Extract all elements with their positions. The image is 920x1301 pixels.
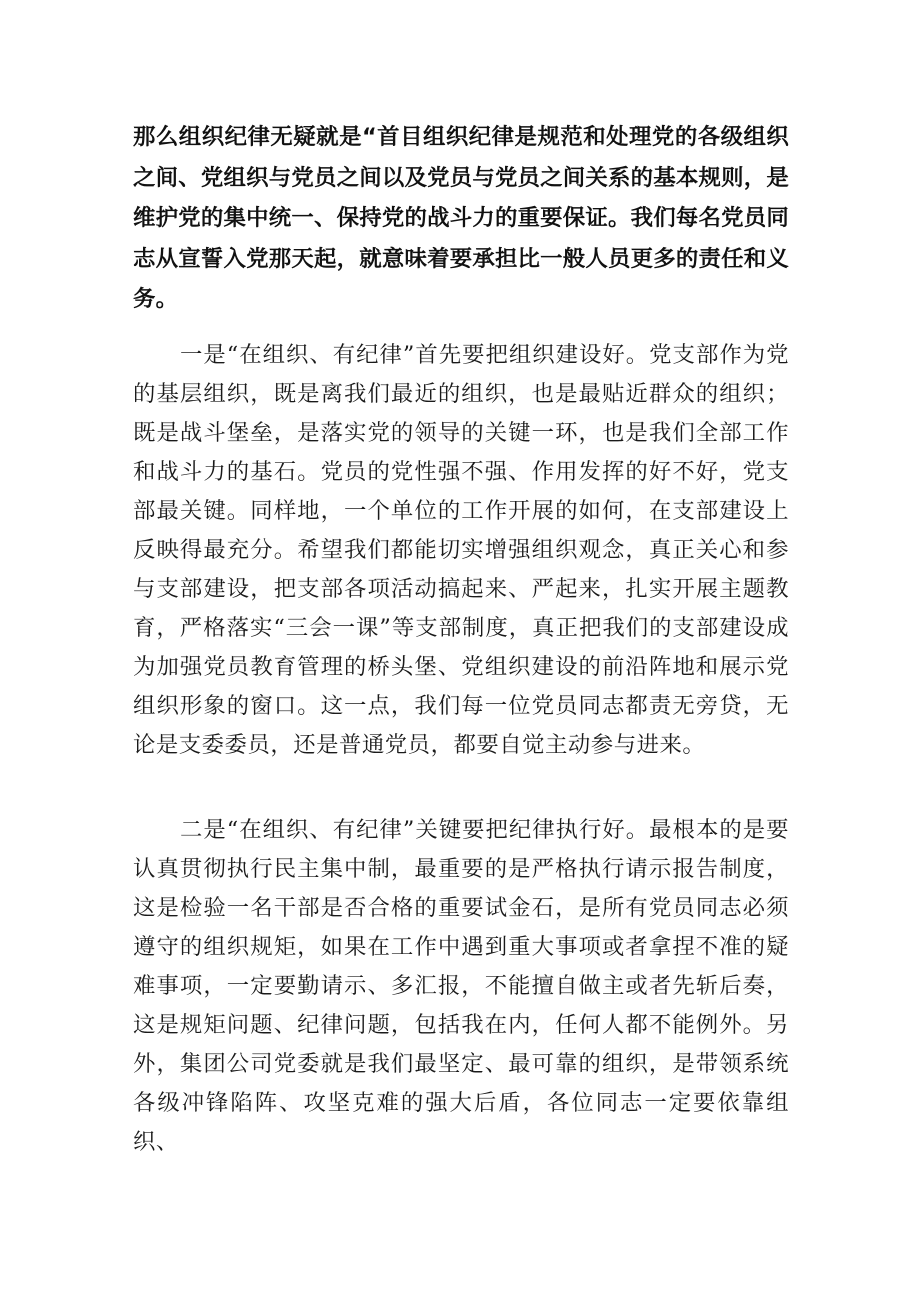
paragraph-point-one: 一是“在组织、有纪律”首先要把组织建设好。党支部作为党的基层组织，既是离我们最近的组织，也是最贴近群众的组织；既是战斗堡垒，是落实党的领导的关键一环，也是我们全部工作和战斗力的基石。党员的党性强不强、作用发挥的好不好，党支部最关键。同样地，一个单位的工作开展的如何，在支部建设上反映得最充分。希望我们都能切实增强组织观念，真正关心和参与支部建设，把支部各项活动搞起来、严起来，扎实开展主题教育，严格落实“三会一课”等支部制度，真正把我们的支部建设成为加强党员教育管理的桥头堡、党组织建设的前沿阵地和展示党组织形象的窗口。这一点，我们每一位党员同志都责无旁贷，无论是支委委员，还是普通党员，都要自觉主动参与进来。	[133, 342, 789, 758]
paragraph-organization-discipline: 那么组织纪律无疑就是“首目组织纪律是规范和处理党的各级组织之间、党组织与党员之间以及党员与党员之间关系的基本规则，是维护党的集中统一、保持党的战斗力的重要保证。我们每名党员同志从宣誓入党那天起，就意味着要承担比一般人员更多的责任和义务。	[133, 124, 789, 312]
paragraph-point-two: 二是“在组织、有纪律”关键要把纪律执行好。最根本的是要认真贯彻执行民主集中制，最重要的是严格执行请示报告制度，这是检验一名干部是否合格的重要试金石，是所有党员同志必须遵守的组织规矩，如果在工作中遇到重大事项或者拿捏不准的疑难事项，一定要勤请示、多汇报，不能擅自做主或者先斩后奏，这是规矩问题、纪律问题，包括我在内，任何人都不能例外。另外，集团公司党委就是我们最坚定、最可靠的组织，是带领系统各级冲锋陷阵、攻坚克难的强大后盾，各位同志一定要依靠组织、	[133, 817, 789, 1155]
